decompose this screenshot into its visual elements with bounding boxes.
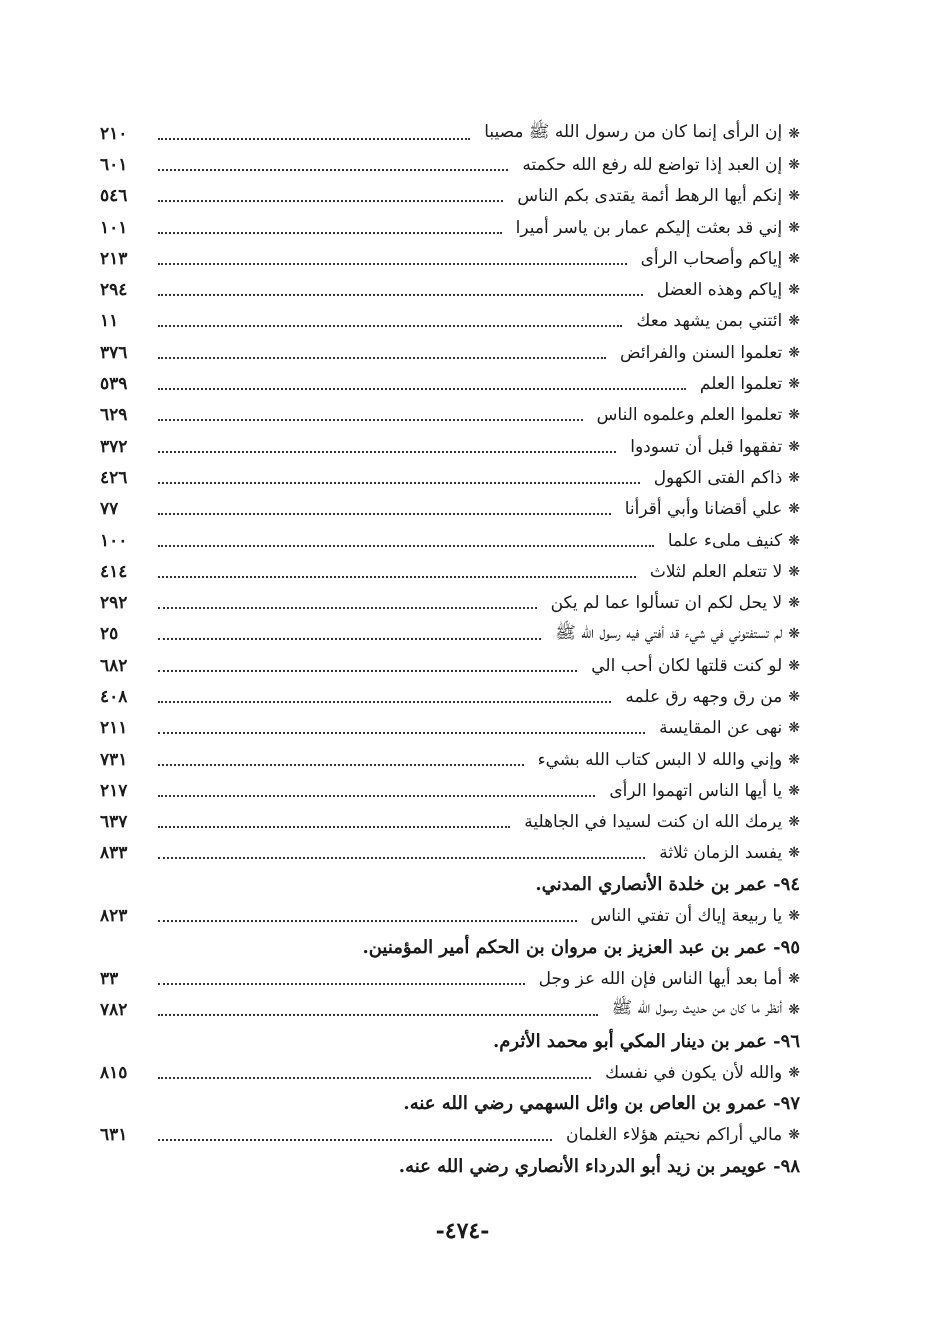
entry-page-number: ٦٢٩ bbox=[100, 405, 128, 426]
bullet-icon: ❋ bbox=[788, 156, 800, 173]
bullet-icon: ❋ bbox=[788, 845, 800, 862]
index-entry bbox=[100, 337, 800, 368]
heading-text: ٩٨- عويمر بن زيد أبو الدرداء الأنصاري رضي الله عنه. bbox=[398, 1155, 800, 1177]
heading-text: ٩٧- عمرو بن العاص بن وائل السهمي رضي الله عنه. bbox=[403, 1093, 800, 1115]
entry-page-number: ٣٣ bbox=[100, 968, 119, 989]
bullet-icon: ❋ bbox=[788, 970, 800, 987]
entry-text: لا تتعلم العلم لثلاث bbox=[649, 561, 783, 582]
entry-page-number: ١٠٠ bbox=[100, 530, 128, 551]
entry-page-number: ٣٧٦ bbox=[100, 342, 128, 363]
index-entry bbox=[100, 118, 800, 149]
dot-leader bbox=[158, 701, 611, 703]
dot-leader bbox=[158, 983, 525, 985]
index-entry bbox=[100, 1057, 800, 1088]
bullet-icon: ❋ bbox=[788, 250, 800, 267]
bullet-icon: ❋ bbox=[788, 438, 800, 455]
bullet-icon: ❋ bbox=[788, 751, 800, 768]
entry-text: إياكم وهذه العضل bbox=[656, 280, 783, 301]
dot-leader bbox=[158, 576, 636, 578]
entry-text: يا ربيعة إياك أن تفتي الناس bbox=[590, 906, 783, 927]
dot-leader bbox=[158, 325, 622, 327]
entry-page-number: ٧٧ bbox=[100, 499, 119, 520]
section-heading bbox=[100, 869, 800, 900]
entry-page-number: ٢٩٤ bbox=[100, 280, 128, 301]
entry-text: إياكم وأصحاب الرأى bbox=[640, 248, 783, 269]
index-entry bbox=[100, 1120, 800, 1151]
dot-leader bbox=[158, 826, 510, 828]
entry-page-number: ٥٤٦ bbox=[100, 186, 128, 207]
entry-text: كنيف ملىء علما bbox=[667, 530, 783, 551]
dot-leader bbox=[158, 795, 595, 797]
dot-leader bbox=[158, 138, 470, 140]
index-entry bbox=[100, 650, 800, 681]
index-entry bbox=[100, 306, 800, 337]
entry-text: إنكم أيها الرهط أئمة يقتدى بكم الناس bbox=[517, 186, 783, 207]
entry-page-number: ١٠١ bbox=[100, 217, 128, 238]
dot-leader bbox=[158, 451, 616, 453]
entry-text: لا يحل لكم ان تسألوا عما لم يكن bbox=[550, 593, 783, 614]
entry-page-number: ٤١٤ bbox=[100, 561, 128, 582]
entry-page-number: ٢١٧ bbox=[100, 780, 128, 801]
entry-page-number: ٨١٥ bbox=[100, 1062, 128, 1083]
heading-text: ٩٦- عمر بن دينار المكي أبو محمد الأثرم. bbox=[493, 1030, 800, 1052]
bullet-icon: ❋ bbox=[788, 219, 800, 236]
dot-leader bbox=[158, 263, 627, 265]
heading-text: ٩٥- عمر بن عبد العزيز بن مروان بن الحكم أمير المؤمنين. bbox=[362, 936, 800, 958]
dot-leader bbox=[158, 857, 645, 859]
dot-leader bbox=[158, 513, 611, 515]
dot-leader bbox=[158, 232, 502, 234]
entry-page-number: ٢٩٢ bbox=[100, 593, 128, 614]
heading-text: ٩٤- عمر بن خلدة الأنصاري المدني. bbox=[535, 874, 800, 896]
index-list bbox=[100, 118, 800, 1182]
index-entry bbox=[100, 994, 800, 1025]
entry-text: ائتني بمن يشهد معك bbox=[636, 311, 783, 332]
index-entry bbox=[100, 368, 800, 399]
entry-page-number: ٢١٣ bbox=[100, 248, 128, 269]
entry-page-number: ١١ bbox=[100, 311, 119, 332]
section-heading bbox=[100, 932, 800, 963]
dot-leader bbox=[158, 294, 643, 296]
entry-page-number: ٧٨٢ bbox=[100, 999, 128, 1020]
dot-leader bbox=[158, 732, 645, 734]
index-entry bbox=[100, 525, 800, 556]
entry-text: تعلموا السنن والفرائض bbox=[620, 342, 783, 363]
dot-leader bbox=[158, 920, 577, 922]
entry-page-number: ٤٢٦ bbox=[100, 467, 128, 488]
bullet-icon: ❋ bbox=[788, 125, 800, 142]
index-entry bbox=[100, 212, 800, 243]
index-entry bbox=[100, 619, 800, 650]
bullet-icon: ❋ bbox=[788, 595, 800, 612]
entry-text: يفسد الزمان ثلاثة bbox=[659, 843, 783, 864]
bullet-icon: ❋ bbox=[788, 376, 800, 393]
entry-page-number: ٤٠٨ bbox=[100, 686, 128, 707]
entry-text: تعلموا العلم وعلموه الناس bbox=[596, 405, 783, 426]
dot-leader bbox=[158, 419, 583, 421]
bullet-icon: ❋ bbox=[788, 469, 800, 486]
entry-page-number: ٧٣١ bbox=[100, 749, 128, 770]
entry-page-number: ٥٣٩ bbox=[100, 374, 128, 395]
bullet-icon: ❋ bbox=[788, 501, 800, 518]
bullet-icon: ❋ bbox=[788, 688, 800, 705]
bullet-icon: ❋ bbox=[788, 720, 800, 737]
entry-page-number: ٢٥ bbox=[100, 624, 119, 645]
entry-text: إني قد بعثت إليكم عمار بن ياسر أميرا bbox=[515, 217, 783, 238]
entry-text: نهى عن المقايسة bbox=[659, 718, 783, 739]
bullet-icon: ❋ bbox=[788, 908, 800, 925]
index-entry bbox=[100, 963, 800, 994]
dot-leader bbox=[158, 607, 537, 609]
dot-leader bbox=[158, 545, 654, 547]
bullet-icon: ❋ bbox=[788, 1001, 800, 1018]
entry-text: يرمك الله ان كنت لسيدا في الجاهلية bbox=[524, 812, 783, 833]
bullet-icon: ❋ bbox=[788, 1064, 800, 1081]
entry-page-number: ٦٠١ bbox=[100, 154, 128, 175]
bullet-icon: ❋ bbox=[788, 282, 800, 299]
entry-page-number: ٣٧٢ bbox=[100, 436, 128, 457]
index-entry bbox=[100, 587, 800, 618]
bullet-icon: ❋ bbox=[788, 1127, 800, 1144]
index-entry bbox=[100, 462, 800, 493]
entry-text: تفقهوا قبل أن تسودوا bbox=[630, 436, 783, 457]
page-number: -٤٧٤- bbox=[435, 1218, 490, 1244]
bullet-icon: ❋ bbox=[788, 188, 800, 205]
index-entry bbox=[100, 431, 800, 462]
bullet-icon: ❋ bbox=[788, 563, 800, 580]
entry-text: أنظر ما كان من حديث رسول الله ﷺ bbox=[611, 998, 783, 1019]
entry-page-number: ٦٣١ bbox=[100, 1125, 128, 1146]
index-entry bbox=[100, 274, 800, 305]
bullet-icon: ❋ bbox=[788, 313, 800, 330]
entry-text: أما بعد أيها الناس فإن الله عز وجل bbox=[538, 968, 783, 989]
dot-leader bbox=[158, 357, 606, 359]
entry-text: مالي أراكم نحيتم هؤلاء الغلمان bbox=[566, 1125, 783, 1146]
entry-text: لو كنت قلتها لكان أحب الي bbox=[591, 655, 783, 676]
entry-page-number: ٢١٠ bbox=[100, 123, 128, 144]
dot-leader bbox=[158, 1014, 598, 1016]
entry-text: وإني والله لا البس كتاب الله بشيء bbox=[537, 749, 783, 770]
index-entry bbox=[100, 181, 800, 212]
entry-page-number: ٢١١ bbox=[100, 718, 128, 739]
dot-leader bbox=[158, 764, 524, 766]
dot-leader bbox=[158, 482, 640, 484]
section-heading bbox=[100, 1026, 800, 1057]
bullet-icon: ❋ bbox=[788, 344, 800, 361]
bullet-icon: ❋ bbox=[788, 626, 800, 643]
index-entry bbox=[100, 556, 800, 587]
dot-leader bbox=[158, 388, 686, 390]
index-entry bbox=[100, 243, 800, 274]
index-entry bbox=[100, 681, 800, 712]
index-entry bbox=[100, 494, 800, 525]
entry-page-number: ٦٣٧ bbox=[100, 812, 128, 833]
entry-text: ذاكم الفتى الكهول bbox=[653, 467, 783, 488]
entry-text: تعلموا العلم bbox=[699, 374, 783, 395]
entry-text: لم تستفتوني في شيء قد أفتي فيه رسول الله ﷺ bbox=[555, 622, 783, 643]
dot-leader bbox=[158, 1077, 591, 1079]
bullet-icon: ❋ bbox=[788, 657, 800, 674]
section-heading bbox=[100, 1088, 800, 1119]
section-heading bbox=[100, 1151, 800, 1182]
dot-leader bbox=[158, 1139, 552, 1141]
index-entry bbox=[100, 775, 800, 806]
bullet-icon: ❋ bbox=[788, 532, 800, 549]
entry-page-number: ٨٢٣ bbox=[100, 906, 128, 927]
entry-text: من رق وجهه رق علمه bbox=[625, 686, 783, 707]
bullet-icon: ❋ bbox=[788, 814, 800, 831]
entry-page-number: ٨٣٣ bbox=[100, 843, 128, 864]
dot-leader bbox=[158, 200, 503, 202]
index-entry bbox=[100, 807, 800, 838]
index-entry bbox=[100, 400, 800, 431]
entry-text: والله لأن يكون في نفسك bbox=[605, 1062, 783, 1083]
bullet-icon: ❋ bbox=[788, 782, 800, 799]
index-entry bbox=[100, 838, 800, 869]
index-entry bbox=[100, 149, 800, 180]
bullet-icon: ❋ bbox=[788, 407, 800, 424]
dot-leader bbox=[158, 638, 541, 640]
dot-leader bbox=[158, 670, 577, 672]
entry-page-number: ٦٨٢ bbox=[100, 655, 128, 676]
entry-text: علي أقضانا وأبي أقرأنا bbox=[624, 499, 783, 520]
index-entry bbox=[100, 713, 800, 744]
index-entry bbox=[100, 900, 800, 931]
entry-text: إن الرأى إنما كان من رسول الله ﷺ مصيبا bbox=[484, 122, 783, 143]
dot-leader bbox=[158, 169, 508, 171]
entry-text: يا أيها الناس اتهموا الرأى bbox=[609, 780, 783, 801]
entry-text: إن العبد إذا تواضع لله رفع الله حكمته bbox=[522, 154, 783, 175]
index-entry bbox=[100, 744, 800, 775]
